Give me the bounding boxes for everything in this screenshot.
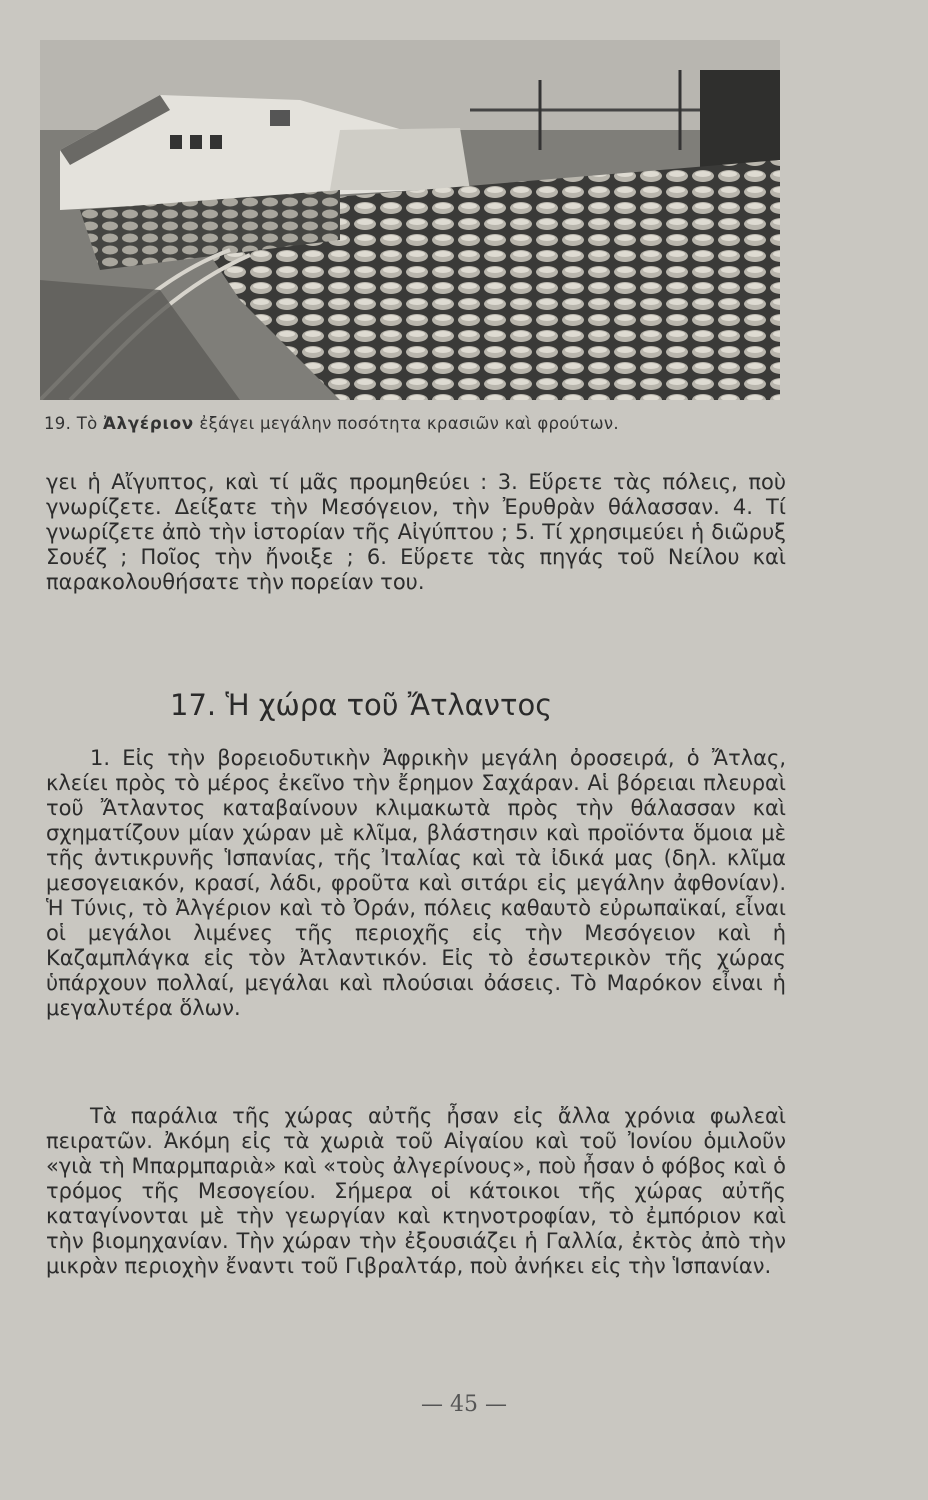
photo-illustration bbox=[40, 40, 780, 400]
caption-text: ἐξάγει μεγάλην ποσότητα κρασιῶν καὶ φρούτων. bbox=[199, 414, 619, 433]
section-paragraph-2: Τὰ παράλια τῆς χώρας αὐτῆς ἦσαν εἰς ἄλλα χρόνια φωλεαὶ πειρατῶν. Ἀκόμη εἰς τὰ χωριὰ τοῦ Αἰγαίου καὶ τοῦ Ἰονίου ὁμιλοῦν «γιὰ τὴ Μπαρμπαριὰ» καὶ «τοὺς ἀλγερίνους», ποὺ ἦσαν ὁ φόβος καὶ ὁ τρόμος τῆς Μεσογείου. Σήμερα οἱ κάτοικοι τῆς χώρας αὐτῆς καταγίνονται μὲ τὴν γεωργίαν καὶ κτηνοτροφίαν, τὸ ἐμπόριον καὶ τὴν βιομηχανίαν. Τὴν χώραν τὴν ἐξουσιάζει ἡ Γαλλία, ἐκτὸς ἀπὸ τὴν μικρὰν περιοχὴν ἔναντι τοῦ Γιβραλτάρ, ποὺ ἀνήκει εἰς τὴν Ἱσπανίαν. bbox=[46, 1104, 786, 1278]
section-title: 17. Ἡ χώρα τοῦ Ἄτλαντος bbox=[170, 688, 553, 722]
photo-wine-barrels bbox=[40, 40, 780, 400]
caption-bold-term: Ἀλγέριον bbox=[103, 414, 194, 433]
page-number: — 45 — bbox=[421, 1392, 507, 1417]
caption-number: 19. bbox=[44, 414, 72, 433]
section-paragraph-1: 1. Εἰς τὴν βορειοδυτικὴν Ἀφρικὴν μεγάλη ὀροσειρά, ὁ Ἄτλας, κλείει πρὸς τὸ μέρος ἐκεῖνο τὴν ἔρημον Σαχάραν. Αἱ βόρειαι πλευραὶ τοῦ Ἄτλαντος καταβαίνουν κλιμακωτὰ πρὸς τὴν θάλασσαν καὶ σχηματίζουν μίαν χώραν μὲ κλῖμα, βλάστησιν καὶ προϊόντα ὅμοια μὲ τῆς ἀντικρυνῆς Ἱσπανίας, τῆς Ἰταλίας καὶ τὰ ἰδικά μας (δηλ. κλῖμα μεσογειακόν, κρασί, λάδι, φροῦτα καὶ σιτάρι εἰς μεγάλην ἀφθονίαν). Ἡ Τύνις, τὸ Ἀλγέριον καὶ τὸ Ὀράν, πόλεις καθαυτὸ εὐρωπαϊκαί, εἶναι οἱ μεγάλοι λιμένες τῆς περιοχῆς εἰς τὴν Μεσόγειον καὶ ἡ Καζαμπλάγκα εἰς τὸν Ἀτλαντικόν. Εἰς τὸ ἐσωτερικὸν τῆς χώρας ὑπάρχουν πολλαί, μεγάλαι καὶ πλούσιαι ὀάσεις. Τὸ Μαρόκον εἶναι ἡ μεγαλυτέρα ὅλων. bbox=[46, 746, 786, 1020]
caption-lead: Τὸ bbox=[76, 414, 98, 433]
figure-caption bbox=[44, 414, 804, 433]
questions-paragraph: γει ἡ Αἴγυπτος, καὶ τί μᾶς προμηθεύει : 3. Εὕρετε τὰς πόλεις, ποὺ γνωρίζετε. Δείξατε τὴν Μεσόγειον, τὴν Ἐρυθρὰν θάλασσαν. 4. Τί γνωρίζετε ἀπὸ τὴν ἱστορίαν τῆς Αἰγύπτου ; 5. Τί χρησιμεύει ἡ διῶρυξ Σουέζ ; Ποῖος τὴν ἤνοιξε ; 6. Εὕρετε τὰς πηγάς τοῦ Νείλου καὶ παρακολουθήσατε τὴν πορείαν του. bbox=[46, 470, 786, 594]
